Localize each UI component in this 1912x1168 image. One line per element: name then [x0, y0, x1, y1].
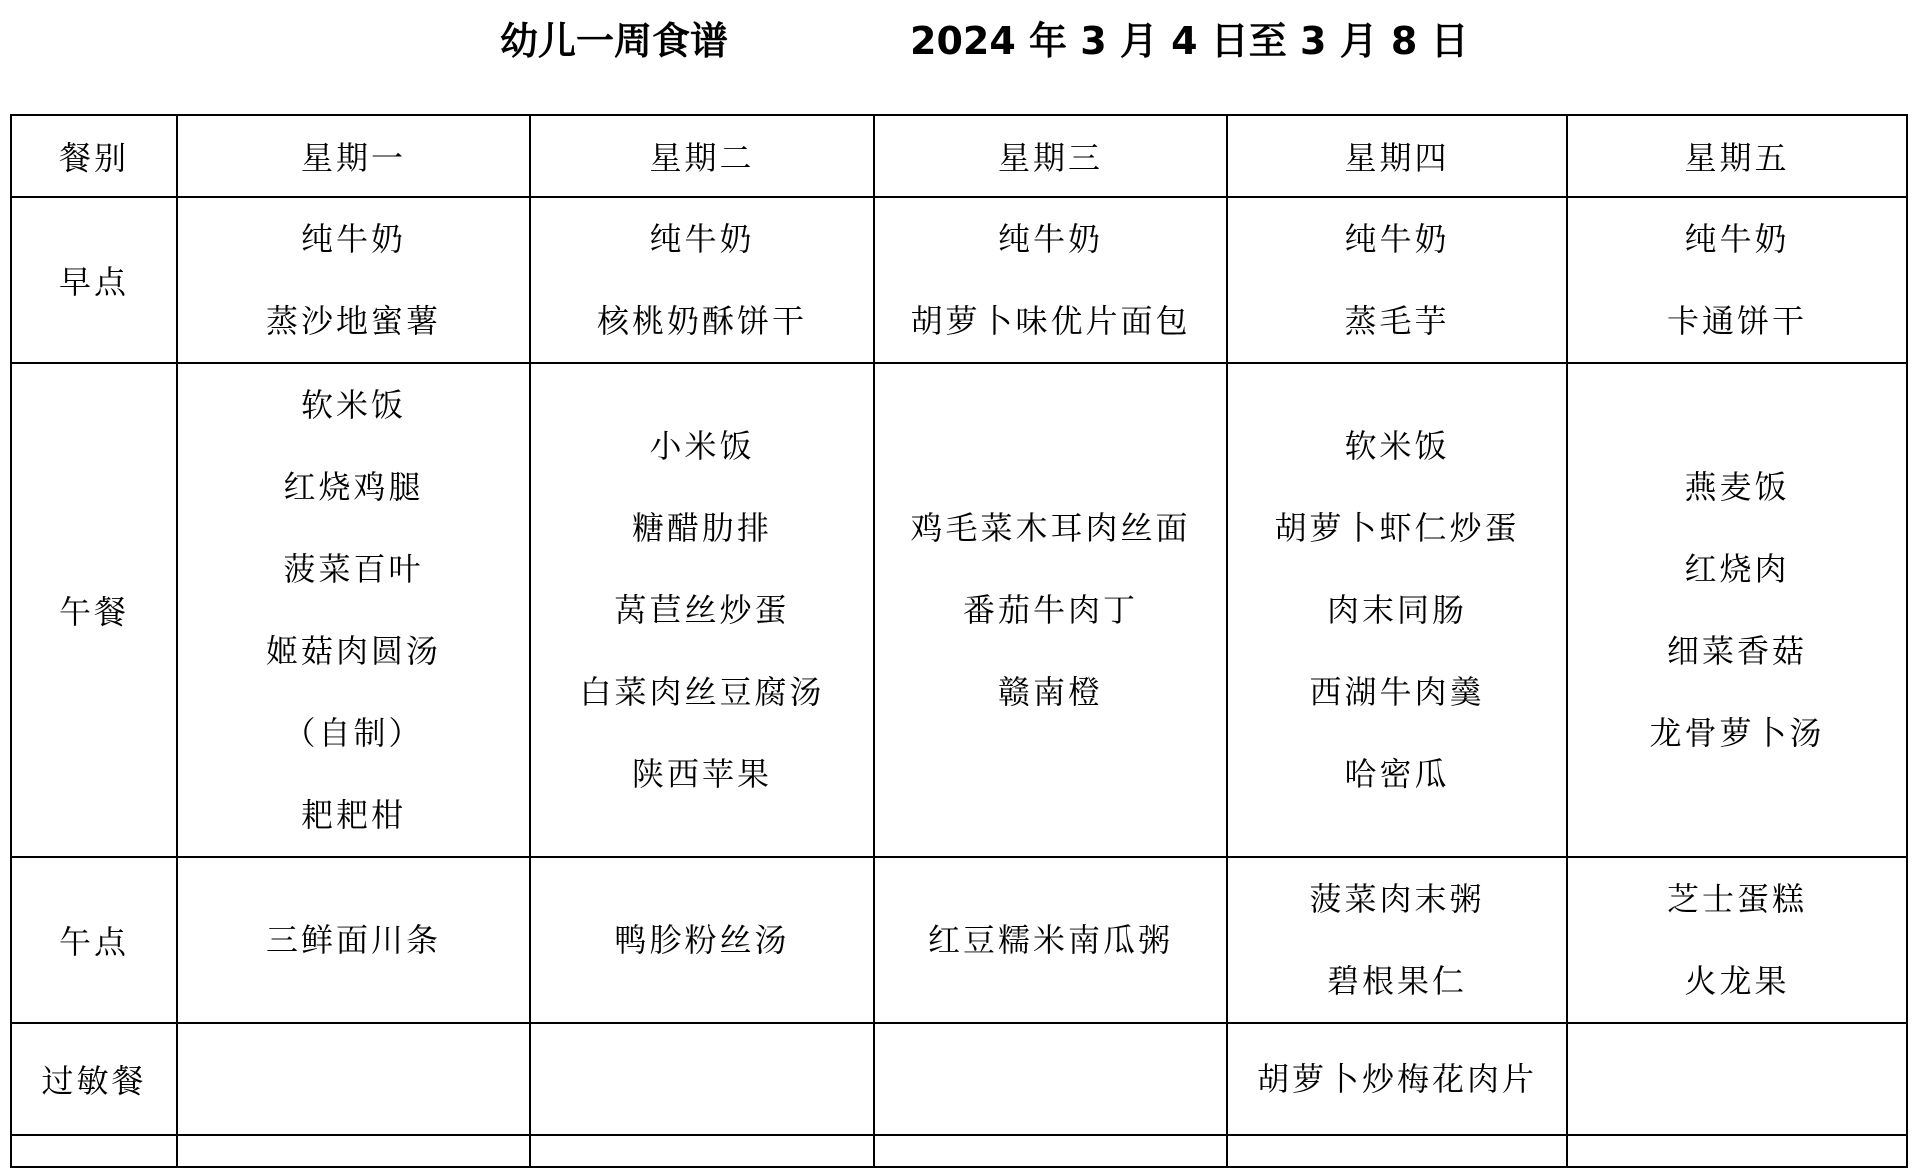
menu-item: 白菜肉丝豆腐汤: [579, 673, 825, 711]
menu-cell: [530, 1023, 874, 1135]
meal-label: 过敏餐: [11, 1023, 177, 1135]
menu-cell: [1567, 1023, 1907, 1135]
menu-item: （自制）: [283, 714, 424, 752]
menu-item: 番茄牛肉丁: [962, 591, 1138, 629]
menu-item: 软米饭: [1344, 427, 1450, 465]
menu-cell: [874, 197, 1227, 363]
menu-item: 软米饭: [300, 386, 406, 424]
menu-cell: [177, 857, 530, 1023]
menu-item: 红烧鸡腿: [283, 468, 424, 506]
menu-item: 哈密瓜: [1344, 755, 1450, 793]
empty-cell: [874, 1135, 1227, 1167]
menu-cell: [874, 857, 1227, 1023]
menu-item: 菠菜百叶: [283, 550, 424, 588]
empty-cell: [177, 1135, 530, 1167]
menu-item: 卡通饼干: [1666, 302, 1807, 340]
empty-cell: [1567, 1135, 1907, 1167]
menu-item: 芝士蛋糕: [1666, 880, 1807, 918]
menu-item: 耙耙柑: [300, 796, 406, 834]
empty-cell: [530, 1135, 874, 1167]
menu-cell: [1227, 363, 1567, 857]
menu-item: 鸭胗粉丝汤: [614, 921, 790, 959]
meal-label: 午点: [11, 857, 177, 1023]
date-range: 2024 年 3 月 4 日至 3 月 8 日: [910, 19, 1469, 63]
weekly-menu-table: [10, 114, 1908, 1168]
menu-cell: [874, 1023, 1227, 1135]
menu-cell: [530, 197, 874, 363]
table-row: [11, 363, 1907, 857]
table-row: [11, 1023, 1907, 1135]
table-row: [11, 857, 1907, 1023]
corner-cell: 餐别: [11, 115, 177, 197]
meal-label: 午餐: [11, 363, 177, 857]
menu-cell: [530, 363, 874, 857]
menu-item: 纯牛奶: [997, 220, 1103, 258]
table-row: [11, 197, 1907, 363]
menu-item: 蒸毛芋: [1344, 302, 1450, 340]
menu-item: 赣南橙: [997, 673, 1103, 711]
menu-item: 小米饭: [649, 427, 755, 465]
menu-item: 燕麦饭: [1684, 468, 1790, 506]
menu-item: 纯牛奶: [300, 220, 406, 258]
menu-item: 纯牛奶: [649, 220, 755, 258]
menu-item: 姬菇肉圆汤: [265, 632, 441, 670]
page-header: [0, 8, 1912, 63]
menu-cell: [1567, 197, 1907, 363]
menu-item: 糖醋肋排: [631, 509, 772, 547]
menu-cell: [1567, 857, 1907, 1023]
menu-item: 纯牛奶: [1344, 220, 1450, 258]
day-header: 星期五: [1567, 115, 1907, 197]
menu-item: 莴苣丝炒蛋: [614, 591, 790, 629]
menu-item: 胡萝卜虾仁炒蛋: [1274, 509, 1520, 547]
menu-item: 碧根果仁: [1326, 962, 1467, 1000]
menu-item: 胡萝卜炒梅花肉片: [1256, 1060, 1537, 1098]
menu-item: 西湖牛肉羹: [1309, 673, 1485, 711]
day-header: 星期四: [1227, 115, 1567, 197]
menu-item: 肉末同肠: [1326, 591, 1467, 629]
menu-cell: [177, 197, 530, 363]
page-title: 幼儿一周食谱: [500, 19, 729, 63]
menu-item: 陕西苹果: [631, 755, 772, 793]
menu-item: 龙骨萝卜汤: [1649, 714, 1825, 752]
menu-item: 核桃奶酥饼干: [596, 302, 807, 340]
table-row: [11, 1135, 1907, 1167]
menu-item: 胡萝卜味优片面包: [910, 302, 1191, 340]
menu-cell: [874, 363, 1227, 857]
menu-item: 纯牛奶: [1684, 220, 1790, 258]
day-header: 星期三: [874, 115, 1227, 197]
meal-label: 早点: [11, 197, 177, 363]
empty-cell: [1227, 1135, 1567, 1167]
menu-item: 三鲜面川条: [265, 921, 441, 959]
menu-item: 蒸沙地蜜薯: [265, 302, 441, 340]
menu-item: 红烧肉: [1684, 550, 1790, 588]
empty-cell: [11, 1135, 177, 1167]
menu-item: 红豆糯米南瓜粥: [927, 921, 1173, 959]
menu-item: 火龙果: [1684, 962, 1790, 1000]
menu-item: 鸡毛菜木耳肉丝面: [910, 509, 1191, 547]
day-header: 星期二: [530, 115, 874, 197]
table-header-row: [11, 115, 1907, 197]
menu-cell: [177, 1023, 530, 1135]
menu-cell: [1227, 857, 1567, 1023]
menu-cell: [1227, 1023, 1567, 1135]
menu-cell: [1567, 363, 1907, 857]
menu-cell: [177, 363, 530, 857]
menu-cell: [530, 857, 874, 1023]
menu-item: 细菜香菇: [1666, 632, 1807, 670]
day-header: 星期一: [177, 115, 530, 197]
menu-cell: [1227, 197, 1567, 363]
menu-item: 菠菜肉末粥: [1309, 880, 1485, 918]
